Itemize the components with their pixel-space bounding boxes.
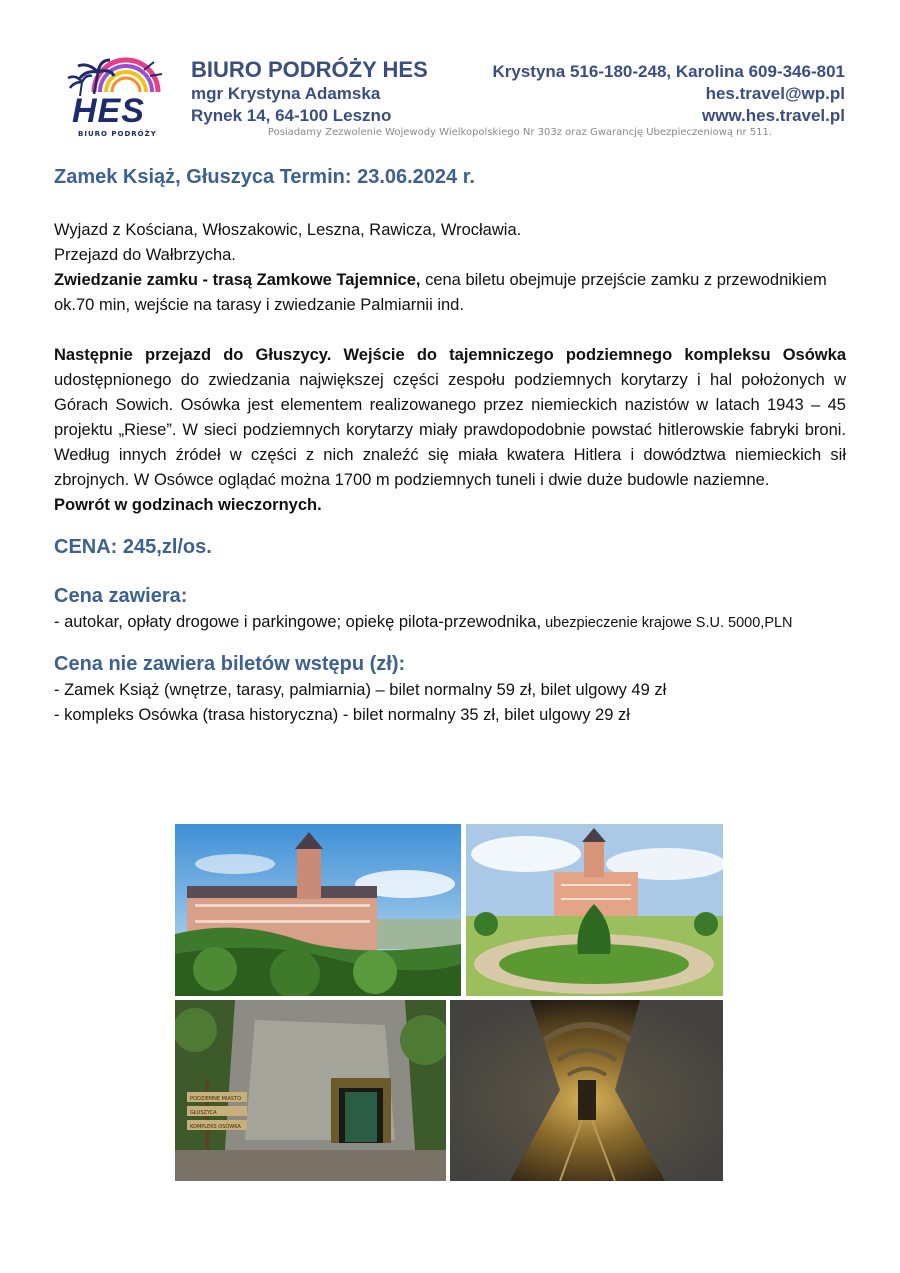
logo-text: HES bbox=[72, 92, 145, 130]
includes-heading: Cena zawiera: bbox=[54, 585, 188, 607]
company-info bbox=[191, 57, 428, 127]
photo-castle-garden bbox=[466, 824, 723, 996]
sign-text: KOMPLEKS OSÓWKA bbox=[190, 1124, 241, 1130]
owner-name: mgr Krystyna Adamska bbox=[191, 84, 381, 103]
photo-castle-hill bbox=[175, 824, 461, 996]
excludes-heading: Cena nie zawiera biletów wstępu (zł): bbox=[54, 653, 406, 675]
company-name: BIURO PODRÓŻY HES bbox=[191, 57, 428, 82]
sign-text: GŁUSZYCA bbox=[190, 1110, 217, 1116]
castle-tour-bold: Zwiedzanie zamku - trasą Zamkowe Tajemnice, bbox=[54, 271, 421, 289]
transfer-line: Przejazd do Wałbrzycha. bbox=[54, 246, 236, 264]
trip-title: Zamek Książ, Głuszyca Termin: 23.06.2024 r. bbox=[54, 166, 475, 188]
trip-description bbox=[54, 163, 846, 728]
company-address: Rynek 14, 64-100 Leszno bbox=[191, 106, 392, 125]
logo-subtext: BIURO PODRÓŻY bbox=[78, 130, 157, 138]
permit-notice: Posiadamy Zezwolenie Wojewody Wielkopolskiego Nr 303z oraz Gwarancję Ubezpieczeniową nr 511. bbox=[267, 127, 773, 138]
photo-osowka-entrance bbox=[175, 1000, 446, 1181]
departure-line: Wyjazd z Kościana, Włoszakowic, Leszna, Rawicza, Wrocławia. bbox=[54, 221, 522, 239]
castle-tour-text: cena biletu obejmuje przejście zamku z przewodnikiem ok.70 min, wejście na tarasy i zwiedzanie Palmiarnii ind. bbox=[54, 271, 827, 314]
osowka-text: udostępnionego do zwiedzania największej części zespołu podziemnych korytarzy i hal położonych w Górach Sowich. Osówka jest elementem realizowanego przez niemieckich nazistów w latach 1943 – 45 projektu „Riese”. W sieci podziemnych korytarzy miały prawdopodobnie powstać hitlerowskie fabryki broni. Według innych źródeł w części z nich znaleźć się miała kwatera Hitlera i dowództwa niemieckich sił zbrojnych. W Osówce oglądać można 1700 m podziemnych tuneli i dwie duże budowle naziemne. bbox=[54, 371, 846, 489]
price-heading: CENA: 245,zl/os. bbox=[54, 536, 212, 558]
contact-info bbox=[493, 61, 846, 127]
photo-osowka-tunnel bbox=[450, 1000, 723, 1181]
excludes-item: - kompleks Osówka (trasa historyczna) - bilet normalny 35 zł, bilet ulgowy 29 zł bbox=[54, 706, 630, 724]
osowka-bold: Następnie przejazd do Głuszycy. Wejście do tajemniczego podziemnego kompleksu Osówka bbox=[54, 346, 846, 364]
email-link[interactable]: hes.travel@wp.pl bbox=[705, 84, 845, 103]
excludes-item: - Zamek Książ (wnętrze, tarasy, palmiarnia) – bilet normalny 59 zł, bilet ulgowy 49 zł bbox=[54, 681, 667, 699]
phone-numbers: Krystyna 516-180-248, Karolina 609-346-801 bbox=[492, 62, 845, 81]
sign-text: PODZIEMNE MIASTO bbox=[190, 1096, 242, 1102]
castle-tour-paragraph bbox=[54, 268, 846, 318]
includes-text: - autokar, opłaty drogowe i parkingowe; opiekę pilota-przewodnika, ubezpieczenie krajowe S.U. 5000,PLN bbox=[54, 613, 793, 631]
osowka-paragraph bbox=[54, 343, 846, 493]
website-link[interactable]: www.hes.travel.pl bbox=[702, 106, 845, 125]
return-line: Powrót w godzinach wieczornych. bbox=[54, 496, 322, 514]
